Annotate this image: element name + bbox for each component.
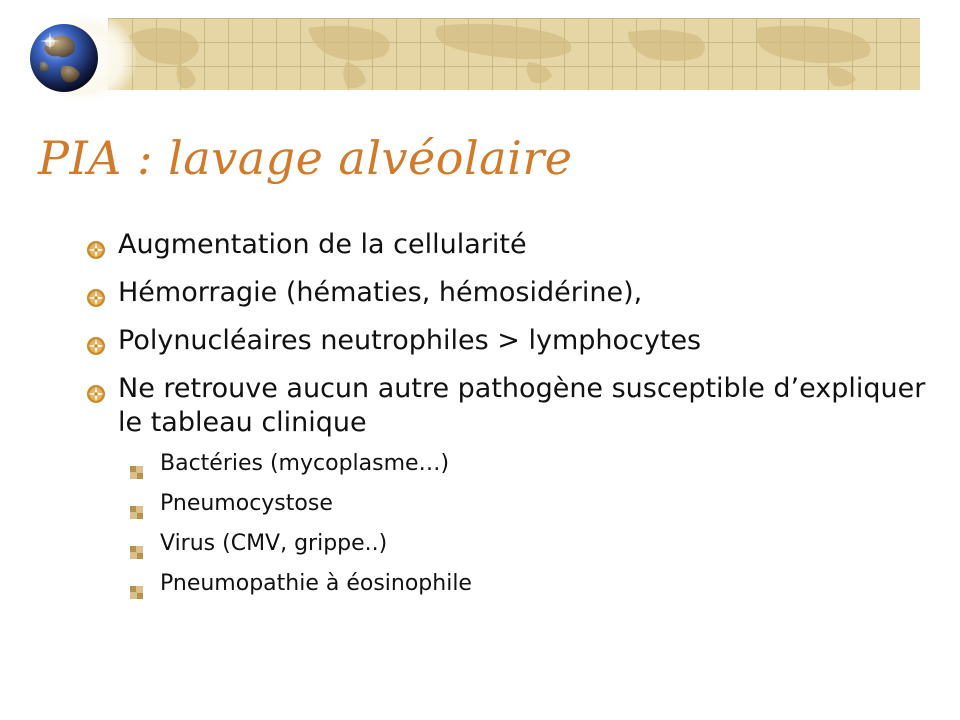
sub-bullet-text: Virus (CMV, grippe..): [160, 531, 388, 556]
bullet-list: [86, 228, 946, 612]
square-bullet-icon: [130, 499, 143, 512]
square-bullet-icon: [130, 459, 143, 472]
compass-bullet-icon: [86, 283, 106, 303]
bullet-text: Ne retrouve aucun autre pathogène susceptible d’expliquer le tableau clinique: [118, 373, 926, 438]
compass-bullet-icon: [86, 331, 106, 351]
sub-bullet-text: Pneumocystose: [160, 491, 333, 516]
globe-icon: [26, 10, 136, 106]
bullet-item: [86, 372, 946, 598]
bullet-item: [86, 228, 946, 262]
square-bullet-icon: [130, 579, 143, 592]
sub-bullet-text: Bactéries (mycoplasme…): [160, 451, 450, 476]
bullet-item: [86, 276, 946, 310]
bullet-text: Hémorragie (hématies, hémosidérine),: [118, 277, 643, 308]
compass-bullet-icon: [86, 235, 106, 255]
sub-bullet-list: [130, 450, 946, 598]
sub-bullet-item: [130, 570, 946, 598]
sub-bullet-item: [130, 490, 946, 518]
sub-bullet-item: [130, 450, 946, 478]
square-bullet-icon: [130, 539, 143, 552]
bullet-text: Augmentation de la cellularité: [118, 229, 527, 260]
compass-bullet-icon: [86, 379, 106, 399]
sub-bullet-item: [130, 530, 946, 558]
slide-title: PIA : lavage alvéolaire: [38, 131, 573, 185]
sub-bullet-text: Pneumopathie à éosinophile: [160, 571, 472, 596]
bullet-text: Polynucléaires neutrophiles > lymphocytes: [118, 325, 702, 356]
header-banner: [0, 0, 960, 110]
world-map-icon: [108, 18, 920, 90]
bullet-item: [86, 324, 946, 358]
